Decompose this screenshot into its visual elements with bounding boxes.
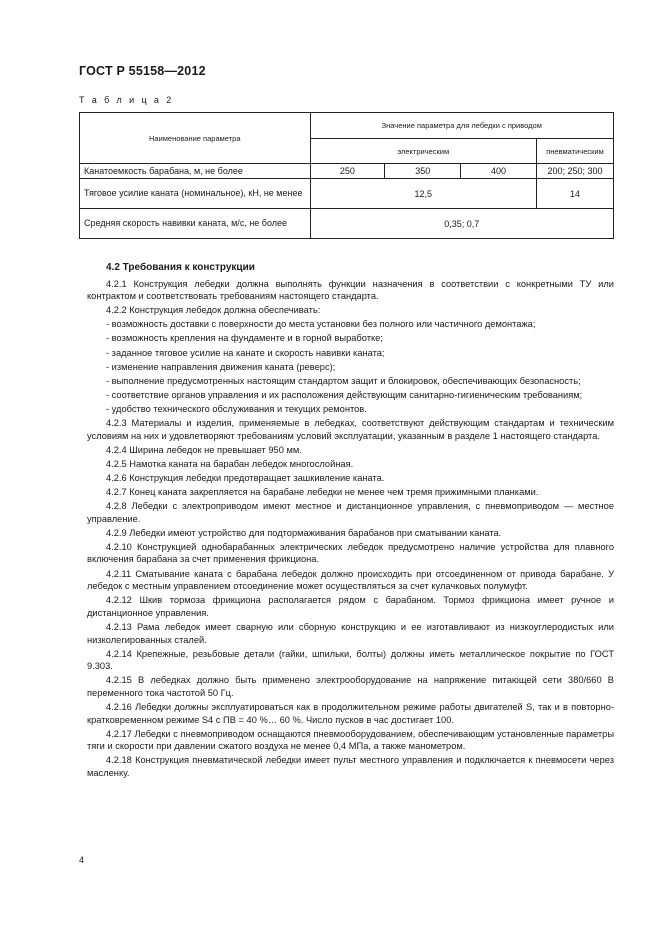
parameters-table bbox=[79, 112, 614, 239]
table-header-pneumatic: пневматическим bbox=[536, 139, 613, 164]
paragraph: 4.2.12 Шкив тормоза фрикциона располагается рядом с барабаном. Тормоз фрикциона имеет ручное и дистанционное управления. bbox=[87, 595, 614, 618]
list-item: - удобство технического обслуживания и текущих ремонтов. bbox=[106, 403, 367, 414]
table-cell: 12,5 bbox=[310, 179, 536, 209]
paragraph: 4.2.8 Лебедки с электроприводом имеют местное и дистанционное управления, с пневмоприводом — местное управление. bbox=[87, 501, 614, 524]
table-header-param: Наименование параметра bbox=[80, 113, 311, 164]
paragraph: 4.2.2 Конструкция лебедок должна обеспечивать: bbox=[106, 305, 321, 316]
table-cell: 350 bbox=[385, 164, 461, 179]
paragraph: 4.2.17 Лебедки с пневмоприводом оснащаются пневмооборудованием, обеспечивающим установленные параметры тяги и скорости при давлении сжатого воздуха не менее 0,4 МПа, а также манометром. bbox=[87, 728, 614, 752]
paragraph: 4.2.14 Крепежные, резьбовые детали (гайки, шпильки, болты) должны иметь металлическое покрытие по ГОСТ 9.303. bbox=[87, 648, 614, 672]
paragraph: 4.2.18 Конструкция пневматической лебедки имеет пульт местного управления и подключается к пневмосети через масленку. bbox=[87, 755, 614, 778]
table-caption: Т а б л и ц а 2 bbox=[79, 95, 174, 105]
table-header-value: Значение параметра для лебедки с приводом bbox=[310, 113, 614, 139]
document-body bbox=[87, 262, 614, 781]
paragraph: 4.2.13 Рама лебедок имеет сварную или сборную конструкцию и ее изготавливают из низкоуглеродистых или низколегированных сталей. bbox=[87, 621, 614, 645]
page-number: 4 bbox=[79, 855, 85, 865]
table-cell-name: Тяговое усилие каната (номинальное), кН, не менее bbox=[80, 179, 311, 209]
table-cell-name: Средняя скорость навивки каната, м/с, не более bbox=[80, 209, 311, 239]
list-item: - соответствие органов управления и их расположения действующим санитарно-гигиеническим требованиям; bbox=[106, 389, 583, 400]
table-cell: 400 bbox=[461, 164, 537, 179]
table-row bbox=[80, 179, 614, 209]
list-item: - изменение направления движения каната (реверс); bbox=[106, 361, 336, 372]
table-row bbox=[80, 209, 614, 239]
table-cell: 250 bbox=[310, 164, 385, 179]
paragraph: 4.2.6 Конструкция лебедки предотвращает зашкивление каната. bbox=[106, 472, 385, 483]
table-cell: 200; 250; 300 bbox=[536, 164, 613, 179]
paragraph: 4.2.4 Ширина лебедок не превышает 950 мм. bbox=[106, 444, 302, 455]
list-item: - возможность крепления на фундаменте и в горной выработке; bbox=[106, 333, 383, 344]
document-header: ГОСТ Р 55158—2012 bbox=[79, 64, 206, 78]
section-title: 4.2 Требования к конструкции bbox=[106, 262, 255, 273]
table-cell: 0,35; 0,7 bbox=[310, 209, 614, 239]
list-item: - заданное тяговое усилие на канате и скорость навивки каната; bbox=[106, 347, 385, 358]
paragraph: 4.2.9 Лебедки имеют устройство для подтормаживания барабанов при сматывании каната. bbox=[106, 527, 502, 538]
paragraph: 4.2.10 Конструкцией однобарабанных электрических лебедок предусмотрено наличие устройства для плавного включения барабана за счет применения фрикциона. bbox=[87, 541, 614, 565]
paragraph: 4.2.15 В лебедках должно быть применено электрооборудование на напряжение питающей сети 380/660 В переменного тока частотой 50 Гц. bbox=[87, 675, 614, 698]
paragraph: 4.2.1 Конструкция лебедки должна выполнять функции назначения в соответствии с конкретными ТУ или контрактом и соответствовать требованиям настоящего стандарта. bbox=[87, 278, 614, 302]
table-cell-name: Канатоемкость барабана, м, не более bbox=[80, 164, 311, 179]
paragraph: 4.2.7 Конец каната закрепляется на барабане лебедки не менее чем тремя прижимными планками. bbox=[106, 487, 539, 497]
list-item: - выполнение предусмотренных настоящим стандартом защит и блокировок, обеспечивающих безопасность; bbox=[106, 375, 581, 386]
list-item: - возможность доставки с поверхности до места установки без полного или частичного демонтажа; bbox=[106, 319, 536, 330]
paragraph: 4.2.11 Сматывание каната с барабана лебедок должно происходить при отсоединенном от привода барабане. У лебедок с местным управлением отсоединение может осуществляться за счет кулачковых полумуфт. bbox=[87, 568, 614, 592]
paragraph: 4.2.16 Лебедки должны эксплуатироваться как в продолжительном режиме работы двигателей S, так и в повторно-кратковременном режиме S4 с ПВ = 40 %… 60 %. Число пусков в час достигает 100. bbox=[87, 702, 614, 725]
table-header-electric: электрическим bbox=[310, 139, 536, 164]
paragraph: 4.2.3 Материалы и изделия, применяемые в лебедках, соответствуют действующим стандартам и техническим условиям на них и удовлетворяют требованиям условий эксплуатации, указанным в разделе 1 настоящего стандарта. bbox=[87, 418, 614, 441]
table-row bbox=[80, 164, 614, 179]
paragraph: 4.2.5 Намотка каната на барабан лебедок многослойная. bbox=[106, 458, 354, 469]
table-cell: 14 bbox=[536, 179, 613, 209]
